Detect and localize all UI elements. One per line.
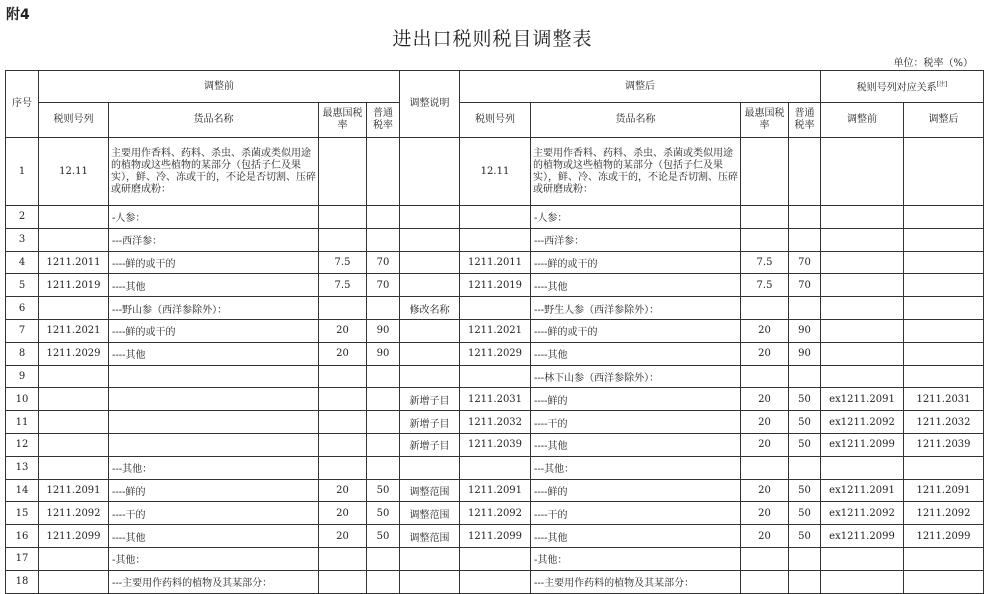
- cell-code-before: 12.11: [39, 138, 109, 206]
- cell-name-after: ----其他: [531, 525, 741, 548]
- cell-name-before: ----鲜的: [109, 479, 319, 502]
- cell-mfn-before: 20: [319, 319, 367, 342]
- cell-map-before: [821, 319, 904, 342]
- cell-code-before: 1211.2091: [39, 479, 109, 502]
- cell-map-before: ex1211.2099: [821, 433, 904, 456]
- cell-mfn-before: [319, 138, 367, 206]
- cell-mfn-before: [319, 228, 367, 251]
- cell-name-before: [109, 433, 319, 456]
- cell-map-after: [904, 251, 984, 274]
- cell-mfn-before: [319, 547, 367, 570]
- cell-name-before: -其他：: [109, 547, 319, 570]
- cell-mfn-after: [741, 365, 789, 388]
- cell-name-after: -人参：: [531, 206, 741, 229]
- table-row: [6, 570, 984, 593]
- cell-map-before: ex1211.2091: [821, 388, 904, 411]
- cell-mfn-after: [741, 570, 789, 593]
- cell-name-after: ----干的: [531, 411, 741, 434]
- cell-seq: 3: [6, 228, 39, 251]
- cell-general-after: [789, 570, 821, 593]
- cell-code-before: 1211.2019: [39, 274, 109, 297]
- cell-code-before: 1211.2011: [39, 251, 109, 274]
- cell-map-after: [904, 206, 984, 229]
- cell-map-after: 1211.2092: [904, 502, 984, 525]
- cell-seq: 11: [6, 411, 39, 434]
- cell-map-before: ex1211.2092: [821, 502, 904, 525]
- cell-general-before: [367, 547, 400, 570]
- cell-code-after: [460, 228, 531, 251]
- header-general-before: 普通税率: [367, 103, 400, 138]
- cell-mfn-after: 7.5: [741, 251, 789, 274]
- cell-map-after: [904, 274, 984, 297]
- cell-code-after: 1211.2099: [460, 525, 531, 548]
- cell-code-before: 1211.2099: [39, 525, 109, 548]
- cell-name-after: 主要用作香料、药料、杀虫、杀菌或类似用途的植物或这些植物的某部分（包括子仁及果实），鲜、冷、冻或干的，不论是否切割、压碎或研磨成粉：: [531, 138, 741, 206]
- cell-general-before: [367, 138, 400, 206]
- cell-map-before: [821, 138, 904, 206]
- cell-general-after: 90: [789, 319, 821, 342]
- cell-map-after: [904, 365, 984, 388]
- cell-code-after: [460, 206, 531, 229]
- cell-code-after: [460, 297, 531, 320]
- cell-map-before: [821, 547, 904, 570]
- cell-code-after: 1211.2029: [460, 342, 531, 365]
- table-row: [6, 319, 984, 342]
- cell-name-before: [109, 365, 319, 388]
- cell-seq: 4: [6, 251, 39, 274]
- cell-name-before: [109, 388, 319, 411]
- cell-general-after: 90: [789, 342, 821, 365]
- cell-general-after: [789, 228, 821, 251]
- cell-general-before: [367, 297, 400, 320]
- cell-map-before: [821, 274, 904, 297]
- cell-name-after: ----鲜的: [531, 479, 741, 502]
- header-name-before: 货品名称: [109, 103, 319, 138]
- cell-general-before: 50: [367, 502, 400, 525]
- cell-seq: 6: [6, 297, 39, 320]
- cell-map-after: [904, 319, 984, 342]
- cell-name-after: ----其他: [531, 274, 741, 297]
- cell-mfn-before: 20: [319, 502, 367, 525]
- cell-mfn-before: [319, 297, 367, 320]
- cell-map-before: ex1211.2099: [821, 525, 904, 548]
- cell-mfn-after: 20: [741, 479, 789, 502]
- cell-map-before: [821, 206, 904, 229]
- cell-code-after: 1211.2021: [460, 319, 531, 342]
- page-title: 进出口税则税目调整表: [392, 28, 593, 50]
- cell-code-before: [39, 228, 109, 251]
- cell-code-after: [460, 570, 531, 593]
- cell-map-after: [904, 297, 984, 320]
- cell-note: [400, 138, 460, 206]
- cell-name-after: ----其他: [531, 433, 741, 456]
- cell-general-after: 50: [789, 411, 821, 434]
- cell-code-before: 1211.2029: [39, 342, 109, 365]
- cell-name-before: -人参：: [109, 206, 319, 229]
- table-row: [6, 547, 984, 570]
- cell-mfn-before: 20: [319, 342, 367, 365]
- cell-mfn-after: 20: [741, 433, 789, 456]
- table-row: [6, 433, 984, 456]
- header-name-after: 货品名称: [531, 103, 741, 138]
- cell-mfn-after: [741, 547, 789, 570]
- cell-code-before: [39, 433, 109, 456]
- cell-general-before: [367, 206, 400, 229]
- cell-general-before: 90: [367, 342, 400, 365]
- cell-code-after: 1211.2091: [460, 479, 531, 502]
- cell-mfn-before: 7.5: [319, 274, 367, 297]
- cell-note: [400, 365, 460, 388]
- cell-map-before: [821, 570, 904, 593]
- cell-general-before: [367, 411, 400, 434]
- cell-name-after: ----干的: [531, 502, 741, 525]
- cell-mfn-after: 20: [741, 342, 789, 365]
- cell-seq: 14: [6, 479, 39, 502]
- cell-code-after: 1211.2039: [460, 433, 531, 456]
- header-mapping-note: [注]: [936, 80, 948, 88]
- cell-seq: 2: [6, 206, 39, 229]
- table-row: [6, 525, 984, 548]
- cell-note: [400, 251, 460, 274]
- cell-map-after: [904, 342, 984, 365]
- header-map-after: 调整后: [904, 103, 984, 138]
- cell-code-before: [39, 365, 109, 388]
- cell-note: [400, 570, 460, 593]
- cell-note: [400, 206, 460, 229]
- cell-name-after: -其他：: [531, 547, 741, 570]
- cell-map-before: [821, 297, 904, 320]
- cell-mfn-before: [319, 456, 367, 479]
- cell-general-after: [789, 365, 821, 388]
- cell-name-before: ---西洋参：: [109, 228, 319, 251]
- table-row: [6, 479, 984, 502]
- cell-note: 调整范围: [400, 502, 460, 525]
- cell-map-before: [821, 228, 904, 251]
- cell-mfn-after: 20: [741, 502, 789, 525]
- cell-code-before: 1211.2092: [39, 502, 109, 525]
- cell-name-before: [109, 411, 319, 434]
- cell-general-after: 50: [789, 433, 821, 456]
- header-code-after: 税则号列: [460, 103, 531, 138]
- cell-seq: 9: [6, 365, 39, 388]
- cell-general-after: 70: [789, 251, 821, 274]
- cell-general-after: 50: [789, 388, 821, 411]
- cell-note: [400, 319, 460, 342]
- header-seq: 序号: [6, 71, 39, 138]
- cell-mfn-before: [319, 433, 367, 456]
- cell-code-before: [39, 206, 109, 229]
- cell-note: 调整范围: [400, 479, 460, 502]
- cell-code-before: [39, 388, 109, 411]
- cell-code-after: 1211.2092: [460, 502, 531, 525]
- cell-name-before: ---主要用作药料的植物及其某部分：: [109, 570, 319, 593]
- cell-map-after: [904, 456, 984, 479]
- cell-note: 调整范围: [400, 525, 460, 548]
- cell-code-after: [460, 365, 531, 388]
- cell-code-before: [39, 547, 109, 570]
- cell-seq: 1: [6, 138, 39, 206]
- cell-general-before: [367, 365, 400, 388]
- table-row: [6, 297, 984, 320]
- header-general-after: 普通税率: [789, 103, 821, 138]
- header-mfn-before: 最惠国税率: [319, 103, 367, 138]
- header-code-before: 税则号列: [39, 103, 109, 138]
- cell-mfn-after: 20: [741, 525, 789, 548]
- cell-map-before: [821, 342, 904, 365]
- cell-mfn-before: 20: [319, 479, 367, 502]
- cell-note: 新增子目: [400, 388, 460, 411]
- cell-note: [400, 274, 460, 297]
- header-mfn-after: 最惠国税率: [741, 103, 789, 138]
- cell-general-before: 70: [367, 251, 400, 274]
- table-row: [6, 274, 984, 297]
- cell-code-after: 1211.2019: [460, 274, 531, 297]
- cell-note: [400, 456, 460, 479]
- cell-seq: 8: [6, 342, 39, 365]
- cell-map-before: ex1211.2092: [821, 411, 904, 434]
- cell-seq: 7: [6, 319, 39, 342]
- cell-map-after: [904, 570, 984, 593]
- cell-note: [400, 547, 460, 570]
- cell-note: 新增子目: [400, 433, 460, 456]
- cell-code-after: [460, 547, 531, 570]
- cell-code-before: [39, 456, 109, 479]
- cell-map-after: [904, 228, 984, 251]
- attachment-label: 附4: [6, 7, 30, 23]
- cell-mfn-before: 20: [319, 525, 367, 548]
- cell-map-before: ex1211.2091: [821, 479, 904, 502]
- cell-general-before: [367, 570, 400, 593]
- cell-name-after: ---野生人参（西洋参除外）：: [531, 297, 741, 320]
- cell-general-before: 90: [367, 319, 400, 342]
- cell-seq: 5: [6, 274, 39, 297]
- cell-name-before: 主要用作香料、药料、杀虫、杀菌或类似用途的植物或这些植物的某部分（包括子仁及果实），鲜、冷、冻或干的，不论是否切割、压碎或研磨成粉：: [109, 138, 319, 206]
- cell-map-after: [904, 547, 984, 570]
- cell-code-before: [39, 570, 109, 593]
- cell-code-before: [39, 297, 109, 320]
- cell-note: 新增子目: [400, 411, 460, 434]
- cell-general-before: 70: [367, 274, 400, 297]
- cell-mfn-before: [319, 365, 367, 388]
- cell-mfn-after: [741, 206, 789, 229]
- cell-seq: 10: [6, 388, 39, 411]
- cell-name-before: ----干的: [109, 502, 319, 525]
- cell-general-after: [789, 297, 821, 320]
- table-row: [6, 206, 984, 229]
- cell-general-after: [789, 456, 821, 479]
- cell-name-before: ----其他: [109, 525, 319, 548]
- cell-seq: 16: [6, 525, 39, 548]
- cell-mfn-before: 7.5: [319, 251, 367, 274]
- cell-note: [400, 342, 460, 365]
- cell-code-after: 12.11: [460, 138, 531, 206]
- cell-map-after: 1211.2039: [904, 433, 984, 456]
- cell-code-after: 1211.2031: [460, 388, 531, 411]
- cell-name-before: ---野山参（西洋参除外）：: [109, 297, 319, 320]
- cell-code-after: 1211.2032: [460, 411, 531, 434]
- cell-mfn-before: [319, 411, 367, 434]
- cell-seq: 17: [6, 547, 39, 570]
- cell-name-before: ----鲜的或干的: [109, 251, 319, 274]
- cell-general-before: [367, 433, 400, 456]
- cell-code-before: 1211.2021: [39, 319, 109, 342]
- cell-seq: 12: [6, 433, 39, 456]
- cell-mfn-after: 20: [741, 388, 789, 411]
- cell-general-before: 50: [367, 479, 400, 502]
- table-row: [6, 228, 984, 251]
- cell-general-before: 50: [367, 525, 400, 548]
- cell-note: 修改名称: [400, 297, 460, 320]
- cell-name-after: ----鲜的或干的: [531, 319, 741, 342]
- cell-general-before: [367, 228, 400, 251]
- header-after: 调整后: [460, 71, 821, 103]
- cell-mfn-before: [319, 388, 367, 411]
- cell-seq: 13: [6, 456, 39, 479]
- cell-mfn-after: [741, 138, 789, 206]
- cell-general-after: 50: [789, 525, 821, 548]
- table-row: [6, 411, 984, 434]
- cell-general-after: 70: [789, 274, 821, 297]
- cell-name-after: ---其他：: [531, 456, 741, 479]
- cell-general-before: [367, 456, 400, 479]
- table-row: [6, 388, 984, 411]
- cell-mfn-before: [319, 570, 367, 593]
- cell-name-after: ----鲜的或干的: [531, 251, 741, 274]
- cell-general-after: [789, 206, 821, 229]
- tariff-adjustment-table: [5, 70, 984, 594]
- cell-name-before: ----其他: [109, 274, 319, 297]
- cell-mfn-after: [741, 228, 789, 251]
- cell-general-after: 50: [789, 502, 821, 525]
- cell-map-before: [821, 251, 904, 274]
- cell-map-after: 1211.2032: [904, 411, 984, 434]
- header-map-before: 调整前: [821, 103, 904, 138]
- cell-map-after: 1211.2031: [904, 388, 984, 411]
- header-note: 调整说明: [400, 71, 460, 138]
- cell-mfn-after: 20: [741, 411, 789, 434]
- cell-name-after: ---林下山参（西洋参除外）：: [531, 365, 741, 388]
- unit-label: 单位：税率（%）: [893, 58, 973, 69]
- cell-name-after: ----鲜的: [531, 388, 741, 411]
- table-row: [6, 502, 984, 525]
- cell-mfn-after: 7.5: [741, 274, 789, 297]
- cell-general-after: [789, 547, 821, 570]
- cell-map-before: [821, 365, 904, 388]
- cell-map-after: 1211.2099: [904, 525, 984, 548]
- cell-mfn-before: [319, 206, 367, 229]
- table-row: [6, 365, 984, 388]
- cell-map-after: [904, 138, 984, 206]
- cell-code-before: [39, 411, 109, 434]
- cell-seq: 18: [6, 570, 39, 593]
- header-mapping: [821, 71, 984, 103]
- header-mapping-label: 税则号列对应关系: [856, 82, 937, 94]
- cell-name-before: ----其他: [109, 342, 319, 365]
- cell-code-after: [460, 456, 531, 479]
- cell-general-before: [367, 388, 400, 411]
- cell-mfn-after: [741, 456, 789, 479]
- cell-note: [400, 228, 460, 251]
- cell-mfn-after: 20: [741, 319, 789, 342]
- header-before: 调整前: [39, 71, 400, 103]
- table-row: [6, 138, 984, 206]
- cell-seq: 15: [6, 502, 39, 525]
- cell-name-after: ---主要用作药料的植物及其某部分：: [531, 570, 741, 593]
- cell-map-after: 1211.2091: [904, 479, 984, 502]
- cell-code-after: 1211.2011: [460, 251, 531, 274]
- table-row: [6, 456, 984, 479]
- cell-name-after: ---西洋参：: [531, 228, 741, 251]
- cell-map-before: [821, 456, 904, 479]
- cell-mfn-after: [741, 297, 789, 320]
- table-row: [6, 342, 984, 365]
- table-row: [6, 251, 984, 274]
- cell-name-before: ---其他：: [109, 456, 319, 479]
- cell-name-before: ----鲜的或干的: [109, 319, 319, 342]
- cell-general-after: 50: [789, 479, 821, 502]
- cell-name-after: ----其他: [531, 342, 741, 365]
- cell-general-after: [789, 138, 821, 206]
